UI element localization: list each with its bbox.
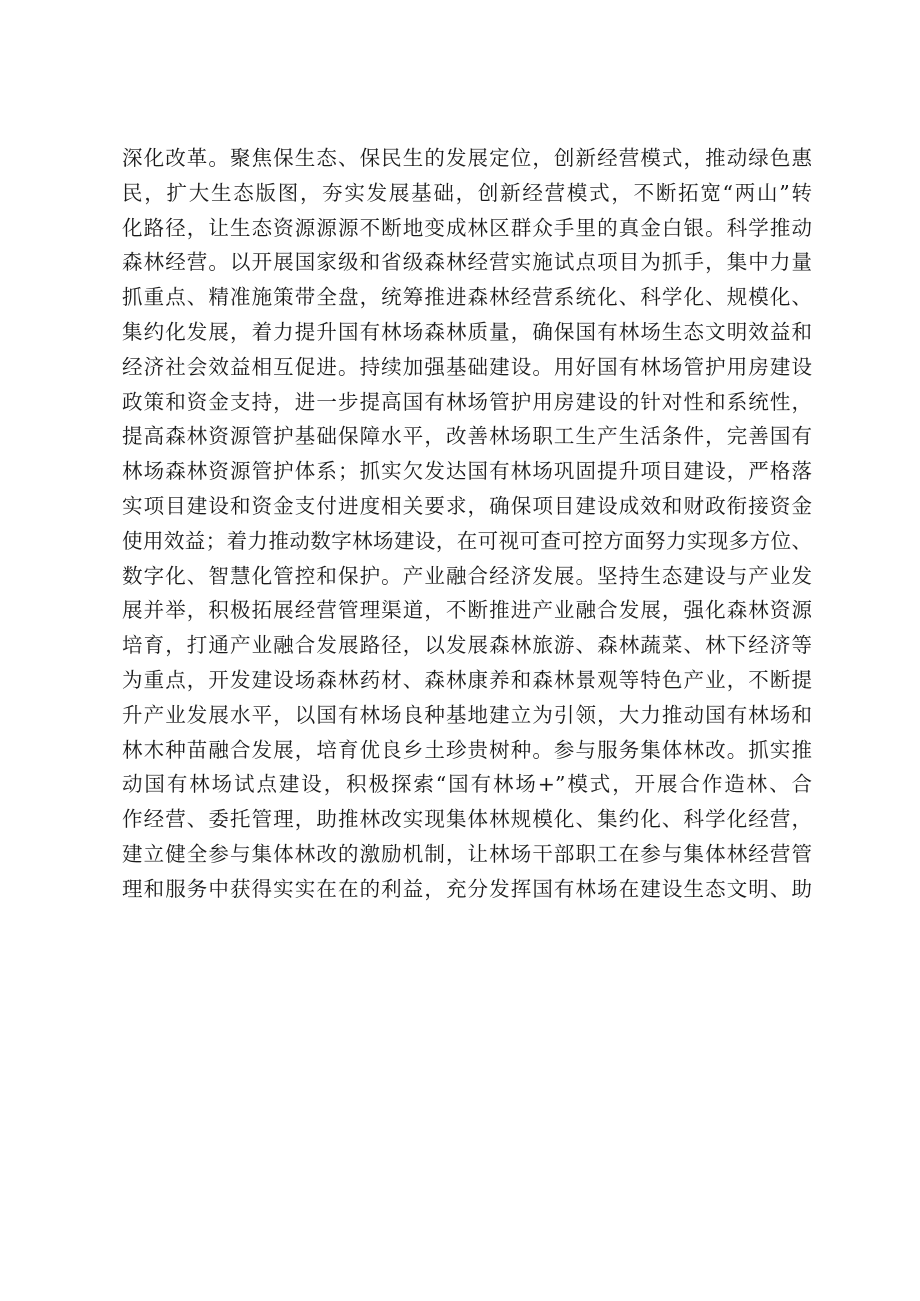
- text-line: 作经营、委托管理，助推林改实现集体林规模化、集约化、科学化经营，: [122, 807, 812, 832]
- body-paragraph: [122, 141, 812, 907]
- text-line: 建立健全参与集体林改的激励机制，让林场干部职工在参与集体林经营管: [122, 841, 812, 866]
- text-line: 化路径，让生态资源源源不断地变成林区群众手里的真金白银。科学推动: [122, 215, 812, 240]
- text-line: 动国有林场试点建设，积极探索“国有林场+”模式，开展合作造林、合: [122, 772, 812, 797]
- text-line: 抓重点、精准施策带全盘，统筹推进森林经营系统化、科学化、规模化、: [122, 285, 812, 310]
- text-line: 政策和资金支持，进一步提高国有林场管护用房建设的针对性和系统性，: [122, 389, 812, 414]
- text-line: 林木种苗融合发展，培育优良乡土珍贵树种。参与服务集体林改。抓实推: [122, 737, 812, 762]
- text-line: 数字化、智慧化管控和保护。产业融合经济发展。坚持生态建设与产业发: [122, 563, 812, 588]
- text-line: 升产业发展水平，以国有林场良种基地建立为引领，大力推动国有林场和: [122, 702, 812, 727]
- text-line: 集约化发展，着力提升国有林场森林质量，确保国有林场生态文明效益和: [122, 319, 812, 344]
- text-line: 提高森林资源管护基础保障水平，改善林场职工生产生活条件，完善国有: [122, 424, 812, 449]
- text-line: 森林经营。以开展国家级和省级森林经营实施试点项目为抓手，集中力量: [122, 250, 812, 275]
- text-line: 经济社会效益相互促进。持续加强基础建设。用好国有林场管护用房建设: [122, 354, 812, 379]
- text-line: 理和服务中获得实实在在的利益，充分发挥国有林场在建设生态文明、助: [122, 876, 812, 901]
- text-line: 培育，打通产业融合发展路径，以发展森林旅游、森林蔬菜、林下经济等: [122, 633, 812, 658]
- text-line: 实项目建设和资金支付进度相关要求，确保项目建设成效和财政衔接资金: [122, 493, 812, 518]
- text-line: 使用效益；着力推动数字林场建设，在可视可查可控方面努力实现多方位、: [122, 528, 812, 553]
- text-line: 展并举，积极拓展经营管理渠道，不断推进产业融合发展，强化森林资源: [122, 598, 812, 623]
- text-line: 深化改革。聚焦保生态、保民生的发展定位，创新经营模式，推动绿色惠: [122, 146, 812, 170]
- text-line: 民，扩大生态版图，夯实发展基础，创新经营模式，不断拓宽“两山”转: [122, 180, 812, 205]
- text-line: 林场森林资源管护体系；抓实欠发达国有林场巩固提升项目建设，严格落: [122, 459, 812, 484]
- text-line: 为重点，开发建设场森林药材、森林康养和森林景观等特色产业，不断提: [122, 667, 812, 692]
